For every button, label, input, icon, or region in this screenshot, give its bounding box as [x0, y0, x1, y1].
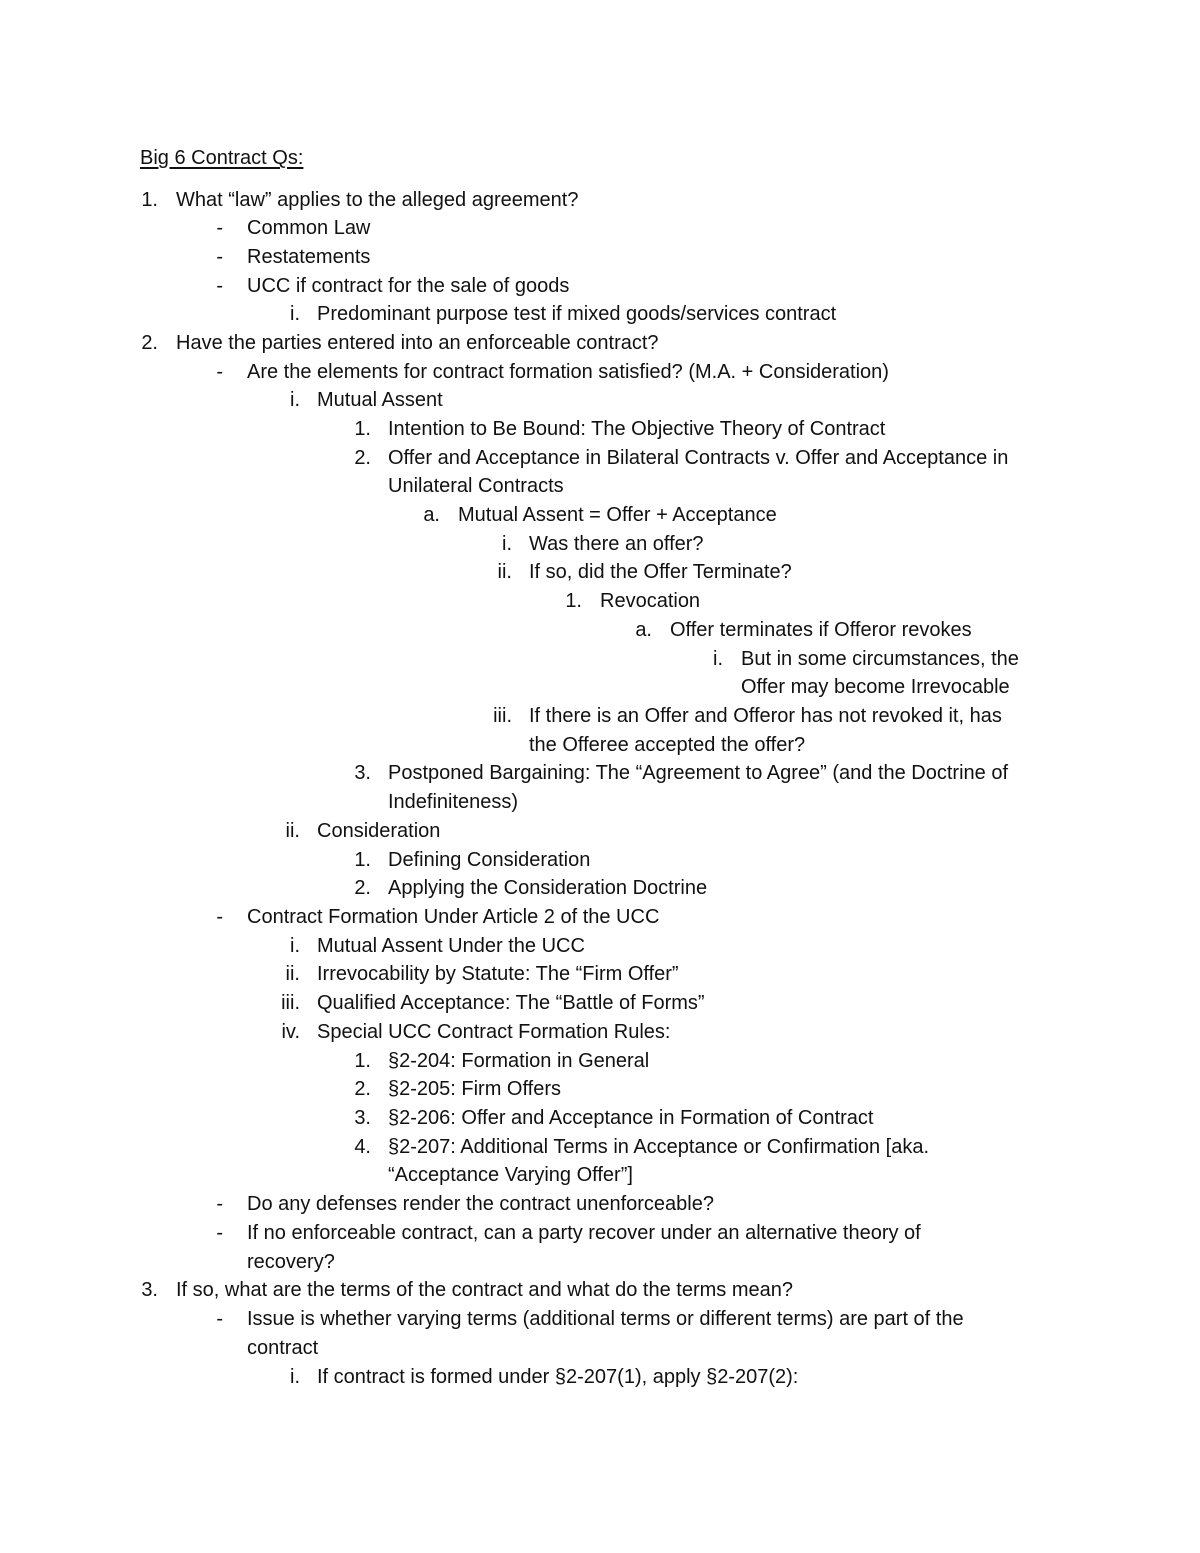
- outline-item: [0, 989, 1200, 1017]
- list-item-text: §2-206: Offer and Acceptance in Formation of Contract: [388, 1107, 874, 1129]
- list-marker: 3.: [354, 762, 371, 784]
- outline-item: [0, 1305, 1200, 1333]
- list-item-text: UCC if contract for the sale of goods: [247, 275, 570, 297]
- outline-item: [0, 1190, 1200, 1218]
- outline-item-continuation: [0, 472, 1200, 500]
- list-marker: 3.: [141, 1279, 158, 1301]
- list-item-text: If contract is formed under §2-207(1), apply §2-207(2):: [317, 1366, 799, 1388]
- outline-item: [0, 1104, 1200, 1132]
- list-marker: i.: [713, 648, 723, 670]
- list-marker: i.: [290, 1366, 300, 1388]
- outline-item-continuation: [0, 1161, 1200, 1189]
- outline-item: [0, 300, 1200, 328]
- outline-item: [0, 186, 1200, 214]
- outline-item: [0, 1133, 1200, 1161]
- outline-item-continuation: [0, 673, 1200, 701]
- list-item-text: Mutual Assent = Offer + Acceptance: [458, 504, 777, 526]
- list-marker: 1.: [354, 418, 371, 440]
- outline-item: [0, 1363, 1200, 1391]
- list-item-text: recovery?: [247, 1251, 335, 1273]
- outline-item: [0, 874, 1200, 902]
- list-item-text: the Offeree accepted the offer?: [529, 734, 806, 756]
- list-marker: ii.: [285, 963, 300, 985]
- list-item-text: Revocation: [600, 590, 701, 612]
- list-item-text: Qualified Acceptance: The “Battle of Forms”: [317, 992, 705, 1014]
- list-marker: -: [216, 1308, 223, 1330]
- list-item-text: §2-207: Additional Terms in Acceptance or Confirmation [aka.: [388, 1136, 930, 1158]
- list-item-text: Postponed Bargaining: The “Agreement to Agree” (and the Doctrine of: [388, 762, 1009, 784]
- list-marker: 3.: [354, 1107, 371, 1129]
- list-item-text: Are the elements for contract formation satisfied? (M.A. + Consideration): [247, 361, 889, 383]
- list-item-text: Issue is whether varying terms (additional terms or different terms) are part of the: [247, 1308, 964, 1330]
- document-title: Big 6 Contract Qs:: [140, 147, 304, 169]
- list-marker: ii.: [285, 820, 300, 842]
- list-marker: 1.: [354, 849, 371, 871]
- list-marker: 1.: [141, 189, 158, 211]
- list-marker: 2.: [354, 1078, 371, 1100]
- outline-item: [0, 501, 1200, 529]
- list-marker: -: [216, 246, 223, 268]
- list-item-text: Intention to Be Bound: The Objective Theory of Contract: [388, 418, 886, 440]
- outline-item: [0, 846, 1200, 874]
- list-marker: i.: [290, 389, 300, 411]
- list-item-text: If no enforceable contract, can a party recover under an alternative theory of: [247, 1222, 921, 1244]
- outline-item-continuation: [0, 1248, 1200, 1276]
- outline-item: [0, 817, 1200, 845]
- list-item-text: If so, did the Offer Terminate?: [529, 561, 792, 583]
- list-marker: iii.: [493, 705, 512, 727]
- list-marker: 4.: [354, 1136, 371, 1158]
- list-item-text: What “law” applies to the alleged agreement?: [176, 189, 579, 211]
- list-marker: i.: [502, 533, 512, 555]
- list-item-text: But in some circumstances, the: [741, 648, 1019, 670]
- list-marker: -: [216, 217, 223, 239]
- list-marker: 2.: [354, 447, 371, 469]
- outline-item: [0, 214, 1200, 242]
- outline-item-continuation: [0, 731, 1200, 759]
- outline-item: [0, 960, 1200, 988]
- list-item-text: §2-205: Firm Offers: [388, 1078, 562, 1100]
- list-item-text: Contract Formation Under Article 2 of the UCC: [247, 906, 660, 928]
- list-item-text: §2-204: Formation in General: [388, 1050, 650, 1072]
- list-item-text: Indefiniteness): [388, 791, 519, 813]
- list-item-text: Have the parties entered into an enforceable contract?: [176, 332, 659, 354]
- list-marker: -: [216, 906, 223, 928]
- list-item-text: Offer terminates if Offeror revokes: [670, 619, 972, 641]
- list-marker: -: [216, 361, 223, 383]
- list-marker: -: [216, 275, 223, 297]
- outline-item: [0, 759, 1200, 787]
- outline-item: [0, 272, 1200, 300]
- outline-item: [0, 1075, 1200, 1103]
- list-item-text: Do any defenses render the contract unenforceable?: [247, 1193, 714, 1215]
- list-item-text: Mutual Assent Under the UCC: [317, 935, 585, 957]
- list-item-text: Special UCC Contract Formation Rules:: [317, 1021, 671, 1043]
- list-item-text: Irrevocability by Statute: The “Firm Offer”: [317, 963, 679, 985]
- outline-item: [0, 903, 1200, 931]
- list-marker: 1.: [565, 590, 582, 612]
- list-marker: ii.: [497, 561, 512, 583]
- list-item-text: “Acceptance Varying Offer”]: [388, 1164, 633, 1186]
- list-item-text: Was there an offer?: [529, 533, 704, 555]
- list-marker: i.: [290, 303, 300, 325]
- outline-item: [0, 444, 1200, 472]
- list-item-text: Predominant purpose test if mixed goods/services contract: [317, 303, 837, 325]
- list-marker: a.: [635, 619, 652, 641]
- list-item-text: Defining Consideration: [388, 849, 591, 871]
- outline-item: [0, 243, 1200, 271]
- outline-item: [0, 645, 1200, 673]
- list-marker: -: [216, 1222, 223, 1244]
- outline-item: [0, 530, 1200, 558]
- outline-item: [0, 932, 1200, 960]
- outline-item: [0, 329, 1200, 357]
- outline-item: [0, 1276, 1200, 1304]
- outline-item: [0, 1047, 1200, 1075]
- outline-item: [0, 702, 1200, 730]
- outline-item: [0, 1219, 1200, 1247]
- outline-item: [0, 358, 1200, 386]
- list-marker: -: [216, 1193, 223, 1215]
- outline-item: [0, 1018, 1200, 1046]
- outline-item: [0, 415, 1200, 443]
- list-item-text: Applying the Consideration Doctrine: [388, 877, 708, 899]
- outline-item-continuation: [0, 788, 1200, 816]
- list-item-text: Consideration: [317, 820, 441, 842]
- list-marker: 2.: [354, 877, 371, 899]
- list-marker: a.: [423, 504, 440, 526]
- list-marker: iv.: [281, 1021, 300, 1043]
- outline-item: [0, 386, 1200, 414]
- list-marker: i.: [290, 935, 300, 957]
- list-item-text: If there is an Offer and Offeror has not revoked it, has: [529, 705, 1002, 727]
- list-item-text: Unilateral Contracts: [388, 475, 564, 497]
- list-item-text: Offer and Acceptance in Bilateral Contracts v. Offer and Acceptance in: [388, 447, 1009, 469]
- list-marker: iii.: [281, 992, 300, 1014]
- list-item-text: Common Law: [247, 217, 371, 239]
- list-item-text: Offer may become Irrevocable: [741, 676, 1010, 698]
- list-item-text: Mutual Assent: [317, 389, 443, 411]
- list-item-text: Restatements: [247, 246, 371, 268]
- outline-item: [0, 616, 1200, 644]
- list-marker: 1.: [354, 1050, 371, 1072]
- outline-item: [0, 587, 1200, 615]
- outline-item-continuation: [0, 1334, 1200, 1362]
- outline-item: [0, 558, 1200, 586]
- list-marker: 2.: [141, 332, 158, 354]
- list-item-text: If so, what are the terms of the contract and what do the terms mean?: [176, 1279, 793, 1301]
- list-item-text: contract: [247, 1337, 319, 1359]
